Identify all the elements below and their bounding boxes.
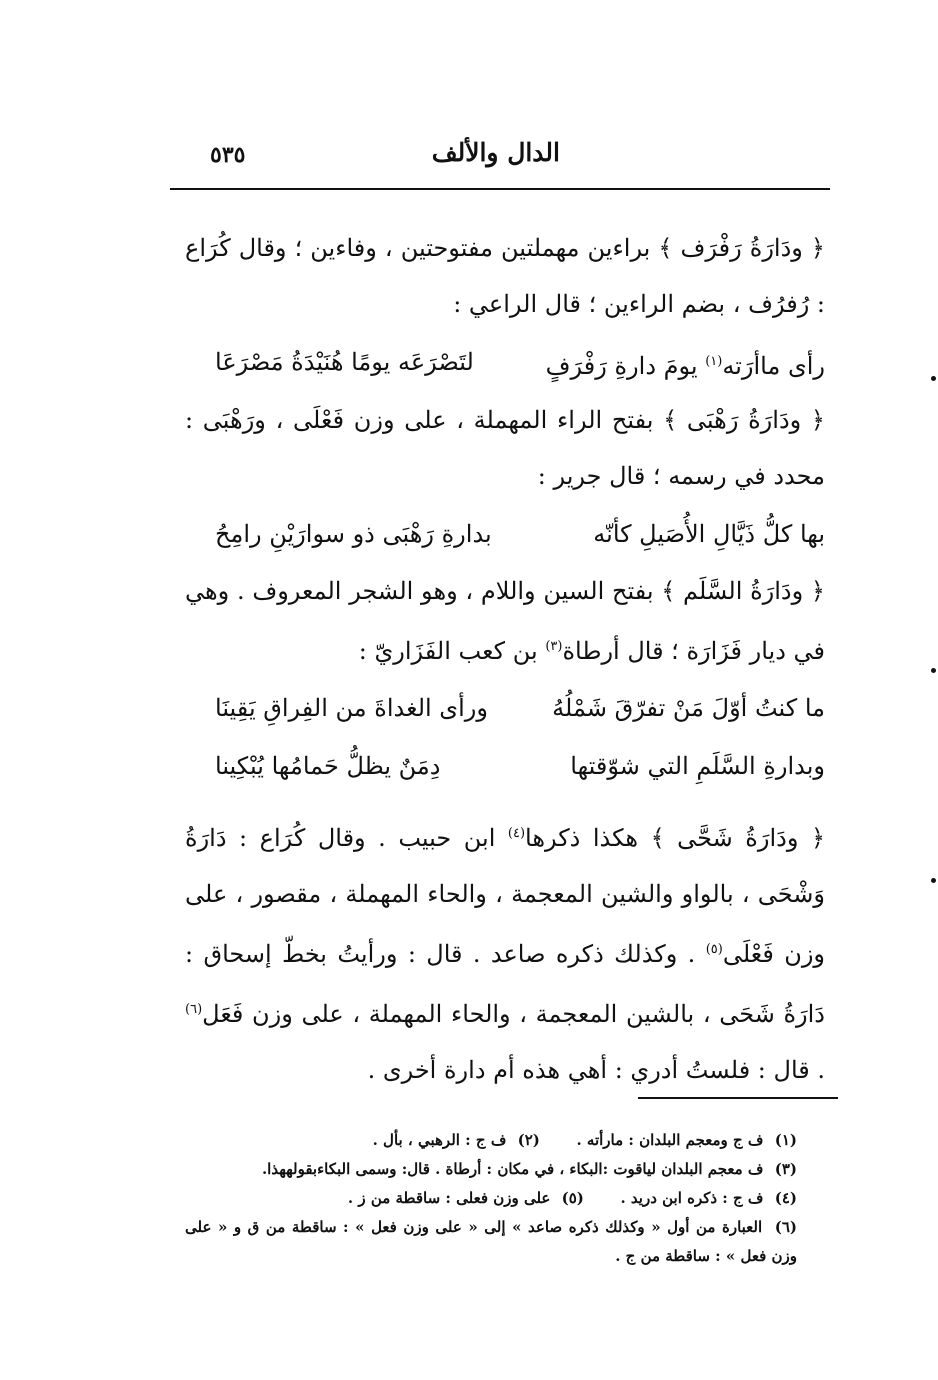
verse-2 (185, 506, 825, 562)
footnote-number: (٢) (517, 1131, 540, 1149)
entry-dara-shahha (185, 806, 825, 1098)
footnote-line (185, 1213, 797, 1271)
entry-dara-salam (185, 563, 825, 679)
verse-2-second-hemistich: بدارةِ رَهْبَى ذو سوارَيْنِ رامِحُ (215, 520, 492, 548)
verse-4-second-hemistich: دِمَنٌ يظلُّ حَمامُها يُبْكِينا (215, 752, 441, 780)
footnote-ref-3: (٣) (545, 639, 563, 654)
footnote-line (185, 1126, 797, 1155)
verse-1-text-a: رأى ماأرَته (722, 352, 825, 380)
footnote-number: (٥) (561, 1189, 584, 1207)
entry-dara-rahba: ﴿ ودَارَةُ رَهْبَى ﴾ بفتح الراء المهملة ، على وزن فَعْلَى ، ورَهْبَى : محدد في رسمه ؛ قال جرير : (185, 406, 825, 490)
footnote-ref-5: (٥) (705, 942, 723, 957)
verse-1-first-hemistich (546, 334, 825, 394)
footnote-number: (٦) (774, 1218, 797, 1236)
verse-2-first-hemistich: بها كلُّ ذَيَّالِ الأُصَيلِ كأنّه (593, 520, 825, 548)
verse-4-first-hemistich: وبدارةِ السَّلَمِ التي شوّقتها (570, 752, 825, 780)
footnote-text: ف معجم البلدان لياقوت :البكاء ، في مكان : أرطاة . قال: وسمى البكاءبقولههذا. (261, 1160, 764, 1178)
entry-dara-shahha-text-a: ﴿ ودَارَةُ شَحَّى ﴾ هكذا ذكرها (525, 824, 826, 852)
footnote-rule (638, 1097, 838, 1099)
footnote-text: ف ج : الرهبي ، بأل . (372, 1131, 507, 1149)
footnote-ref-6: (٦) (185, 1002, 203, 1017)
page-number: ٥٣٥ (210, 142, 246, 168)
entry-dara-rafraf: ﴿ ودَارَةُ رَفْرَف ﴾ براءين مهملتين مفتوحتين ، وفاءين ؛ وقال كُرَاع : رُفرُف ، بضم الراءين ؛ قال الراعي : (185, 234, 825, 318)
verse-4 (185, 738, 825, 794)
entry-dara-salam-text-end: بن كعب الفَزَاريّ : (358, 637, 546, 665)
entry-dara-shahha-text-c: . وكذلك ذكره صاعد . قال : ورأيتُ بخطّ إسحاق : دَارَةُ شَحَى ، بالشين المعجمة ، والحاء المهملة ، على وزن فَعَل (185, 940, 825, 1028)
footnote-ref-4: (٤) (507, 826, 526, 841)
footnote-text: ف ج ومعجم البلدان : مارأته . (576, 1131, 764, 1149)
entry-dara-shahha-text-d: . قال : فلستُ أدري : أهي هذه أم دارة أخرى . (367, 1056, 825, 1084)
footnote-number: (١) (774, 1131, 797, 1149)
footnote-ref-1: (١) (705, 354, 723, 369)
entry-dara-salam-text: ﴿ ودَارَةُ السَّلَم ﴾ بفتح السين واللام ، وهو الشجر المعروف . وهي في ديار فَزَارَة ؛ قال أرطاة (185, 577, 825, 665)
footnotes (185, 1126, 797, 1271)
verse-3-first-hemistich: ما كنتُ أوّلَ مَنْ تفرّقَ شَمْلُهُ (552, 694, 825, 722)
footnote-line (185, 1155, 797, 1184)
margin-speck (931, 668, 936, 673)
footnote-number: (٤) (774, 1189, 797, 1207)
running-header (170, 138, 830, 174)
running-title: الدال والألف (431, 138, 560, 167)
verse-1-second-hemistich: لتَصْرَعَه يومًا هُنَيْدَةُ مَصْرَعَا (215, 348, 474, 376)
footnote-number: (٣) (774, 1160, 797, 1178)
verse-1-text-b: يومَ دارةِ رَفْرَفٍ (545, 352, 706, 380)
margin-speck (931, 878, 936, 883)
entry-dara-shahha-text-b: ابن حبيب . وقال كُرَاع : دَارَةُ وَشْحَى ، بالواو والشين المعجمة ، والحاء المهملة ، مقصور ، على وزن فَعْلَى (185, 824, 826, 968)
footnote-text: ف ج : ذكره ابن دريد . (620, 1189, 764, 1207)
footnote-text: على وزن فعلى : ساقطة من ز . (347, 1189, 551, 1207)
verse-1 (185, 334, 825, 390)
footnote-line (185, 1184, 797, 1213)
footnote-text: العبارة من أول « وكذلك ذكره صاعد » إلى « على وزن فعل » : ساقطة من ق و « على وزن فعل » : ساقطة من ج . (185, 1218, 797, 1265)
verse-3-second-hemistich: ورأى الغداةَ من الفِراقِ يَقِينَا (215, 694, 488, 722)
header-rule (170, 188, 830, 190)
verse-3 (185, 680, 825, 736)
margin-speck (931, 376, 936, 381)
